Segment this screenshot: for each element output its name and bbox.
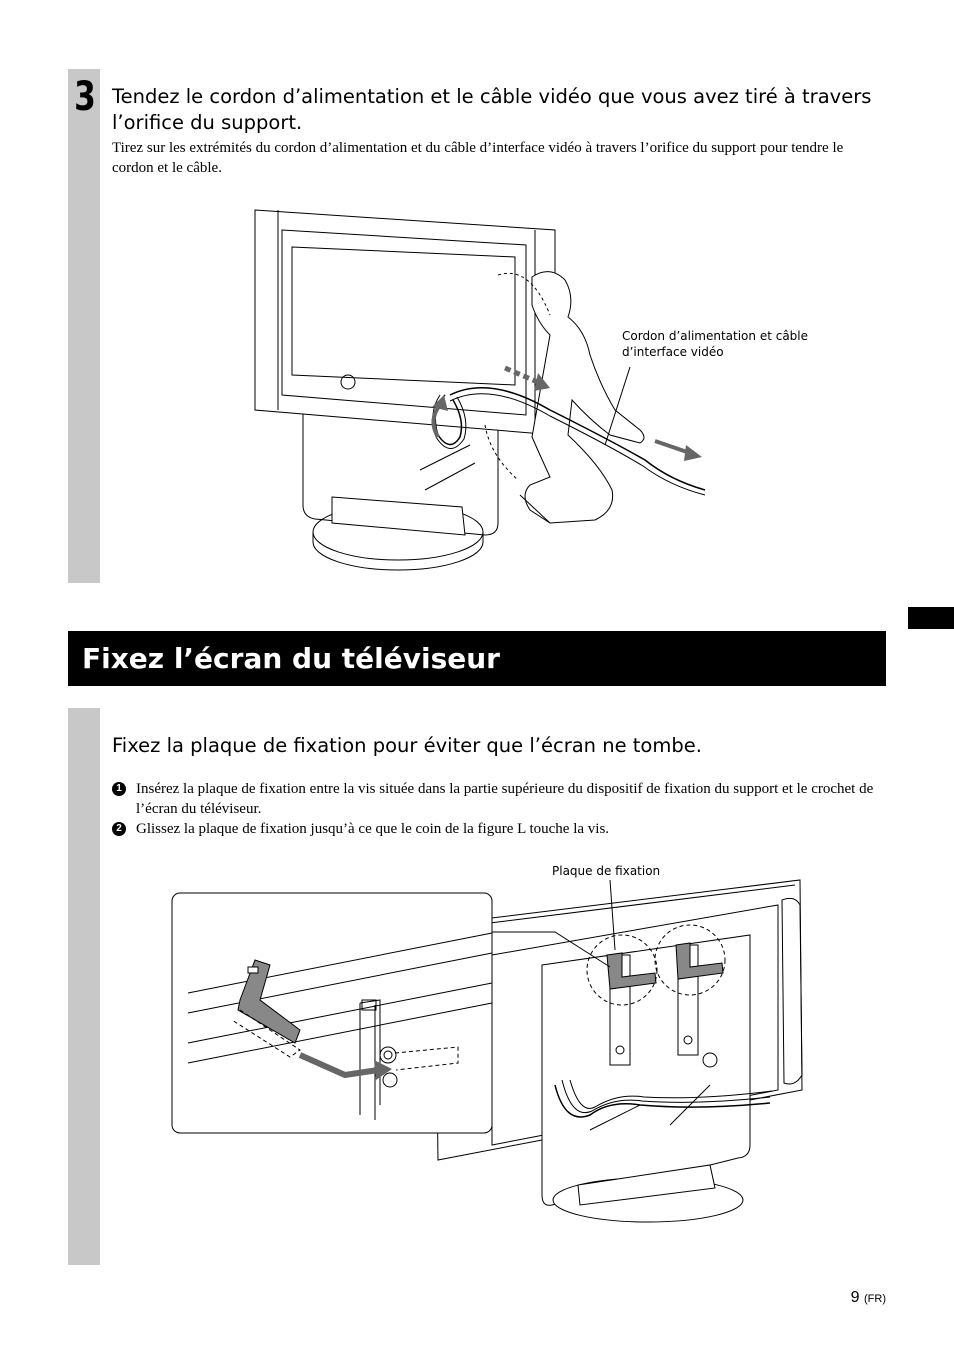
instruction-item (112, 819, 882, 839)
instruction-text: Insérez la plaque de fixation entre la vis située dans la partie supérieure du dispositif de fixation du support et le crochet de l’écran du téléviseur. (136, 781, 874, 817)
step-marker: 2 (112, 822, 126, 836)
section-title: Fixez l’écran du téléviseur (82, 642, 500, 675)
step-heading: Tendez le cordon d’alimentation et le câble vidéo que vous avez tiré à travers l’orifice du support. (112, 85, 872, 134)
instruction-text: Glissez la plaque de fixation jusqu’à ce que le coin de la figure L touche la vis. (136, 821, 610, 837)
step-body-text: Tirez sur les extrémités du cordon d’alimentation et du câble d’interface vidéo à travers l’orifice du support pour tendre le cordon et le câble. (112, 140, 844, 176)
plate-callout-label: Plaque de fixation (552, 864, 661, 878)
page-number-value: 9 (850, 1289, 860, 1306)
page-number (851, 1289, 886, 1307)
instruction-item (112, 779, 882, 819)
step-sidebar-bar (68, 69, 100, 583)
section-sidebar-bar (68, 708, 100, 1265)
page-language: (FR) (864, 1293, 886, 1305)
person-silhouette (525, 272, 644, 523)
tv-cable-illustration (250, 205, 720, 575)
section-thumb-tab (908, 607, 954, 629)
detail-inset (172, 893, 492, 1133)
cord-callout-label: Cordon d’alimentation et câble d’interface vidéo (622, 329, 808, 359)
fix-heading: Fixez la plaque de fixation pour éviter que l’écran ne tombe. (112, 734, 702, 757)
fixing-plate-illustration (170, 875, 810, 1235)
step-number: 3 (74, 74, 96, 120)
step-marker: 1 (112, 782, 126, 796)
tension-arrow (655, 441, 690, 453)
